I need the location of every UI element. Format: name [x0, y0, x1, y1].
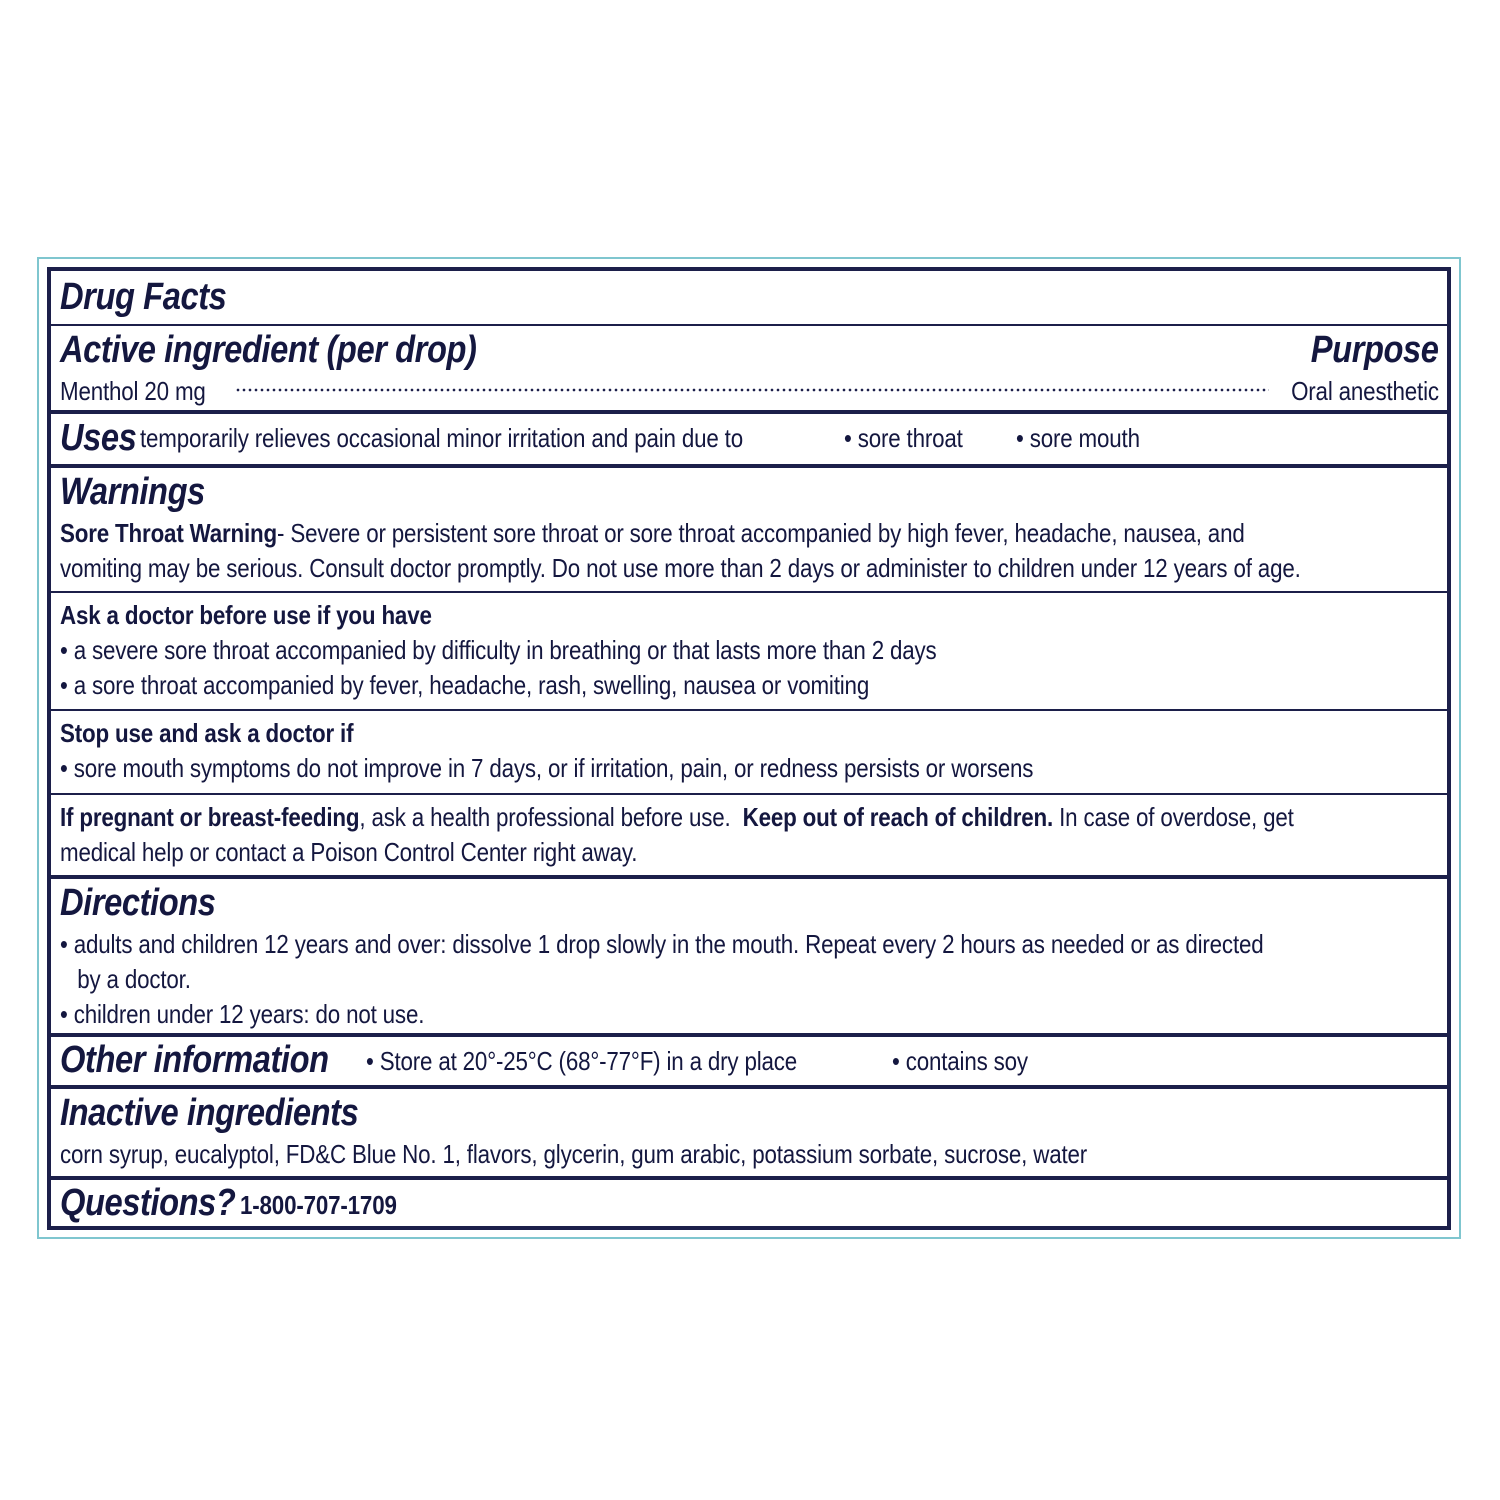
pregnancy-section [51, 793, 1447, 876]
active-ingredient-section [51, 324, 1447, 410]
uses-section [51, 410, 1447, 464]
directions-section [51, 875, 1447, 1033]
directions-heading: Directions [60, 882, 216, 924]
ask-doctor-item: • a severe sore throat accompanied by difficulty in breathing or that lasts more than 2 days [60, 635, 937, 665]
title-section [51, 271, 1447, 325]
pregnancy-label: If pregnant or breast-feeding [60, 802, 360, 832]
questions-heading: Questions? [60, 1182, 236, 1224]
active-ingredient-heading: Active ingredient (per drop) [60, 329, 477, 371]
purpose-value: Oral anesthetic [1291, 376, 1439, 406]
sore-throat-warning-line1 [60, 516, 1245, 551]
questions-section [51, 1176, 1447, 1226]
sore-throat-warning-text: - Severe or persistent sore throat or sore throat accompanied by high fever, headache, nausea, and [277, 518, 1245, 548]
dot-leader [235, 388, 1269, 392]
other-info-heading: Other information [60, 1039, 329, 1081]
warnings-section [51, 464, 1447, 591]
keep-out-text: In case of overdose, get [1059, 802, 1294, 832]
pregnancy-text: , ask a health professional before use. [359, 802, 731, 832]
uses-item-sore-mouth: • sore mouth [1016, 423, 1140, 453]
inactive-ingredients-section [51, 1085, 1447, 1176]
inactive-ingredients-text: corn syrup, eucalyptol, FD&C Blue No. 1, flavors, glycerin, gum arabic, potassium sorbate, sucrose, water [60, 1139, 1088, 1169]
ask-doctor-heading: Ask a doctor before use if you have [60, 600, 432, 630]
sore-throat-warning-line2: vomiting may be serious. Consult doctor promptly. Do not use more than 2 days or administer to children under 12 years of age. [60, 553, 1301, 583]
pregnancy-line2: medical help or contact a Poison Control Center right away. [60, 837, 638, 867]
uses-text: temporarily relieves occasional minor irritation and pain due to [140, 423, 743, 453]
questions-phone[interactable]: 1-800-707-1709 [240, 1190, 397, 1220]
other-info-section [51, 1033, 1447, 1085]
stop-use-heading: Stop use and ask a doctor if [60, 718, 354, 748]
warnings-heading: Warnings [60, 471, 205, 513]
other-info-item-store: • Store at 20°-25°C (68°-77°F) in a dry place [366, 1046, 798, 1076]
active-ingredient-value: Menthol 20 mg [60, 376, 206, 406]
other-info-item-soy: • contains soy [892, 1046, 1028, 1076]
directions-item-children: • children under 12 years: do not use. [60, 999, 425, 1029]
sore-throat-warning-label: Sore Throat Warning [60, 518, 278, 548]
directions-item-adults-cont: by a doctor. [77, 964, 191, 994]
ask-doctor-item: • a sore throat accompanied by fever, headache, rash, swelling, nausea or vomiting [60, 670, 870, 700]
uses-heading: Uses [60, 417, 137, 459]
drug-facts-panel [47, 267, 1451, 1230]
ask-doctor-section [51, 591, 1447, 709]
directions-item-adults: • adults and children 12 years and over: dissolve 1 drop slowly in the mouth. Repeat every 2 hours as needed or as directed [60, 929, 1264, 959]
inactive-ingredients-heading: Inactive ingredients [60, 1092, 359, 1134]
keep-out-label: Keep out of reach of children. [742, 802, 1054, 832]
pregnancy-line1 [60, 800, 1294, 835]
stop-use-item: • sore mouth symptoms do not improve in 7 days, or if irritation, pain, or redness persists or worsens [60, 753, 1034, 783]
uses-item-sore-throat: • sore throat [844, 423, 963, 453]
stop-use-section [51, 709, 1447, 793]
drug-facts-title: Drug Facts [60, 276, 227, 318]
purpose-heading: Purpose [1311, 329, 1439, 371]
